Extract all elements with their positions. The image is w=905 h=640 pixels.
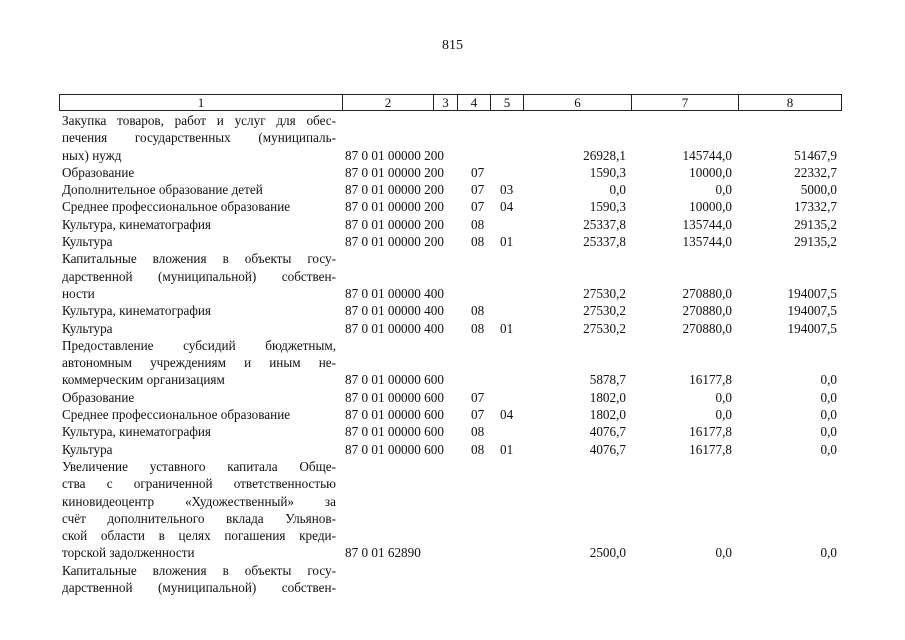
table-row — [0, 527, 905, 544]
row-value-col8: 194007,5 — [787, 320, 837, 336]
row-name: Образование — [62, 164, 135, 180]
row-name-cell — [62, 129, 336, 146]
row-subsection: 01 — [500, 320, 514, 336]
row-value-col8: 0,0 — [820, 372, 837, 388]
row-value-col6: 26928,1 — [583, 147, 626, 163]
table-row — [0, 544, 905, 561]
header-col-3: 3 — [434, 95, 458, 110]
row-value-col7: 16177,8 — [689, 441, 732, 457]
row-name: Дополнительное образование детей — [62, 182, 263, 198]
row-name: ства с ограниченной ответственностью — [62, 476, 336, 492]
row-value-col8: 0,0 — [820, 389, 837, 405]
row-name: автономным учреждениям и иным не- — [62, 355, 336, 371]
row-name-cell — [62, 423, 336, 440]
row-name-cell — [62, 233, 336, 250]
row-value-col7: 135744,0 — [682, 216, 732, 232]
row-name: Культура, кинематография — [62, 303, 211, 319]
row-value-col7: 16177,8 — [689, 372, 732, 388]
row-name: счёт дополнительного вклада Ульянов- — [62, 510, 336, 526]
row-value-col8: 0,0 — [820, 407, 837, 423]
row-section: 07 — [471, 389, 485, 405]
table-row — [0, 233, 905, 250]
row-value-col6: 27530,2 — [583, 285, 626, 301]
row-value-col6: 1590,3 — [589, 199, 626, 215]
table-row — [0, 198, 905, 215]
row-subsection: 01 — [500, 441, 514, 457]
header-col-1: 1 — [60, 95, 343, 110]
row-value-col8: 0,0 — [820, 545, 837, 561]
row-name: Культура — [62, 320, 113, 336]
table-header — [59, 94, 842, 111]
table-row — [0, 250, 905, 267]
row-name-cell — [62, 458, 336, 475]
table-row — [0, 285, 905, 302]
row-value-col6: 27530,2 — [583, 303, 626, 319]
row-code: 87 0 01 00000 200 — [345, 147, 444, 163]
page-number: 815 — [442, 38, 463, 53]
table-row — [0, 147, 905, 164]
row-name: Образование — [62, 389, 135, 405]
row-value-col7: 135744,0 — [682, 234, 732, 250]
row-name-cell — [62, 181, 336, 198]
row-name: киновидеоцентр «Художественный» за — [62, 493, 336, 509]
row-name-cell — [62, 579, 336, 596]
row-code: 87 0 01 00000 600 — [345, 372, 444, 388]
row-section: 08 — [471, 424, 485, 440]
row-value-col7: 145744,0 — [682, 147, 732, 163]
row-name: Культура — [62, 441, 113, 457]
header-col-8: 8 — [786, 95, 794, 110]
table-row — [0, 129, 905, 146]
row-value-col8: 0,0 — [820, 424, 837, 440]
row-name-cell — [62, 510, 336, 527]
row-section: 07 — [471, 182, 485, 198]
row-name-cell — [62, 371, 336, 388]
row-value-col8: 22332,7 — [794, 164, 837, 180]
row-code: 87 0 01 00000 400 — [345, 303, 444, 319]
header-col-6: 6 — [524, 95, 632, 110]
row-name: Предоставление субсидий бюджетным, — [62, 337, 336, 353]
row-code: 87 0 01 00000 200 — [345, 234, 444, 250]
table-row — [0, 441, 905, 458]
row-name: ности — [62, 285, 95, 301]
row-name: Увеличение уставного капитала Обще- — [62, 458, 336, 474]
row-name-cell — [62, 250, 336, 267]
row-name-cell — [62, 216, 336, 233]
row-name-cell — [62, 544, 336, 561]
row-name: Среднее профессиональное образование — [62, 199, 291, 215]
row-name: Культура, кинематография — [62, 216, 211, 232]
row-name-cell — [62, 164, 336, 181]
table-row — [0, 510, 905, 527]
row-section: 07 — [471, 407, 485, 423]
table-row — [0, 406, 905, 423]
row-code: 87 0 01 00000 600 — [345, 389, 444, 405]
row-name-cell — [62, 441, 336, 458]
row-name: дарственной (муниципальной) собствен- — [62, 580, 336, 596]
row-code: 87 0 01 00000 600 — [345, 407, 444, 423]
table-row — [0, 302, 905, 319]
table-row — [0, 354, 905, 371]
row-value-col8: 5000,0 — [800, 182, 837, 198]
row-name-cell — [62, 147, 336, 164]
row-subsection: 04 — [500, 407, 514, 423]
row-section: 08 — [471, 234, 485, 250]
row-value-col7: 10000,0 — [689, 199, 732, 215]
row-value-col8: 51467,9 — [794, 147, 837, 163]
table-row — [0, 423, 905, 440]
row-value-col7: 10000,0 — [689, 164, 732, 180]
row-name-cell — [62, 493, 336, 510]
row-name: ской области в целях погашения креди- — [62, 528, 336, 544]
row-section: 08 — [471, 441, 485, 457]
row-name-cell — [62, 268, 336, 285]
row-value-col6: 4076,7 — [589, 441, 626, 457]
row-subsection: 03 — [500, 182, 514, 198]
header-col-7: 7 — [632, 95, 739, 110]
header-col-4: 4 — [458, 95, 491, 110]
table-body — [0, 112, 905, 596]
row-section: 08 — [471, 320, 485, 336]
row-name-cell — [62, 354, 336, 371]
table-row — [0, 493, 905, 510]
row-name-cell — [62, 389, 336, 406]
row-code: 87 0 01 00000 600 — [345, 424, 444, 440]
row-value-col6: 0,0 — [609, 182, 626, 198]
row-value-col8: 29135,2 — [794, 234, 837, 250]
row-section: 07 — [471, 199, 485, 215]
table-row — [0, 112, 905, 129]
row-name-cell — [62, 527, 336, 544]
table-row — [0, 320, 905, 337]
row-value-col8: 194007,5 — [787, 285, 837, 301]
row-name: коммерческим организациям — [62, 372, 225, 388]
row-name: печения государственных (муниципаль- — [62, 130, 336, 146]
row-value-col7: 0,0 — [715, 407, 732, 423]
row-name-cell — [62, 320, 336, 337]
row-code: 87 0 01 00000 400 — [345, 285, 444, 301]
row-value-col6: 4076,7 — [589, 424, 626, 440]
row-name: торской задолженности — [62, 545, 195, 561]
table-row — [0, 562, 905, 579]
header-col-2: 2 — [343, 95, 434, 110]
row-section: 08 — [471, 303, 485, 319]
row-name: Среднее профессиональное образование — [62, 407, 291, 423]
row-value-col6: 2500,0 — [589, 545, 626, 561]
row-name-cell — [62, 406, 336, 423]
row-value-col7: 0,0 — [715, 545, 732, 561]
row-code: 87 0 01 62890 — [345, 545, 421, 561]
row-code: 87 0 01 00000 200 — [345, 182, 444, 198]
row-value-col6: 5878,7 — [589, 372, 626, 388]
table-row — [0, 371, 905, 388]
row-name-cell — [62, 475, 336, 492]
row-value-col6: 1802,0 — [589, 389, 626, 405]
row-value-col6: 25337,8 — [583, 234, 626, 250]
row-name-cell — [62, 302, 336, 319]
row-subsection: 01 — [500, 234, 514, 250]
table-row — [0, 579, 905, 596]
row-name-cell — [62, 285, 336, 302]
table-row — [0, 216, 905, 233]
row-value-col8: 17332,7 — [794, 199, 837, 215]
row-value-col8: 0,0 — [820, 441, 837, 457]
row-name: Капитальные вложения в объекты госу- — [62, 251, 336, 267]
row-code: 87 0 01 00000 400 — [345, 320, 444, 336]
row-value-col7: 0,0 — [715, 389, 732, 405]
row-code: 87 0 01 00000 200 — [345, 164, 444, 180]
row-value-col7: 270880,0 — [682, 303, 732, 319]
row-value-col8: 29135,2 — [794, 216, 837, 232]
table-row — [0, 475, 905, 492]
table-row — [0, 268, 905, 285]
row-name-cell — [62, 198, 336, 215]
row-value-col6: 1802,0 — [589, 407, 626, 423]
row-value-col6: 27530,2 — [583, 320, 626, 336]
header-col-5: 5 — [491, 95, 524, 110]
row-value-col7: 270880,0 — [682, 285, 732, 301]
table-row — [0, 337, 905, 354]
row-name-cell — [62, 337, 336, 354]
row-name-cell — [62, 112, 336, 129]
row-value-col7: 0,0 — [715, 182, 732, 198]
row-code: 87 0 01 00000 200 — [345, 199, 444, 215]
row-subsection: 04 — [500, 199, 514, 215]
row-code: 87 0 01 00000 600 — [345, 441, 444, 457]
table-row — [0, 164, 905, 181]
row-name: Культура — [62, 234, 113, 250]
row-value-col6: 25337,8 — [583, 216, 626, 232]
row-value-col6: 1590,3 — [589, 164, 626, 180]
row-value-col7: 270880,0 — [682, 320, 732, 336]
row-value-col7: 16177,8 — [689, 424, 732, 440]
row-name: Культура, кинематография — [62, 424, 211, 440]
table-row — [0, 181, 905, 198]
row-section: 08 — [471, 216, 485, 232]
row-code: 87 0 01 00000 200 — [345, 216, 444, 232]
row-value-col8: 194007,5 — [787, 303, 837, 319]
row-name: ных) нужд — [62, 147, 122, 163]
row-name-cell — [62, 562, 336, 579]
row-name: Закупка товаров, работ и услуг для обес- — [62, 113, 336, 128]
row-section: 07 — [471, 164, 485, 180]
row-name: Капитальные вложения в объекты госу- — [62, 562, 336, 578]
row-name: дарственной (муниципальной) собствен- — [62, 268, 336, 284]
table-row — [0, 389, 905, 406]
table-row — [0, 458, 905, 475]
